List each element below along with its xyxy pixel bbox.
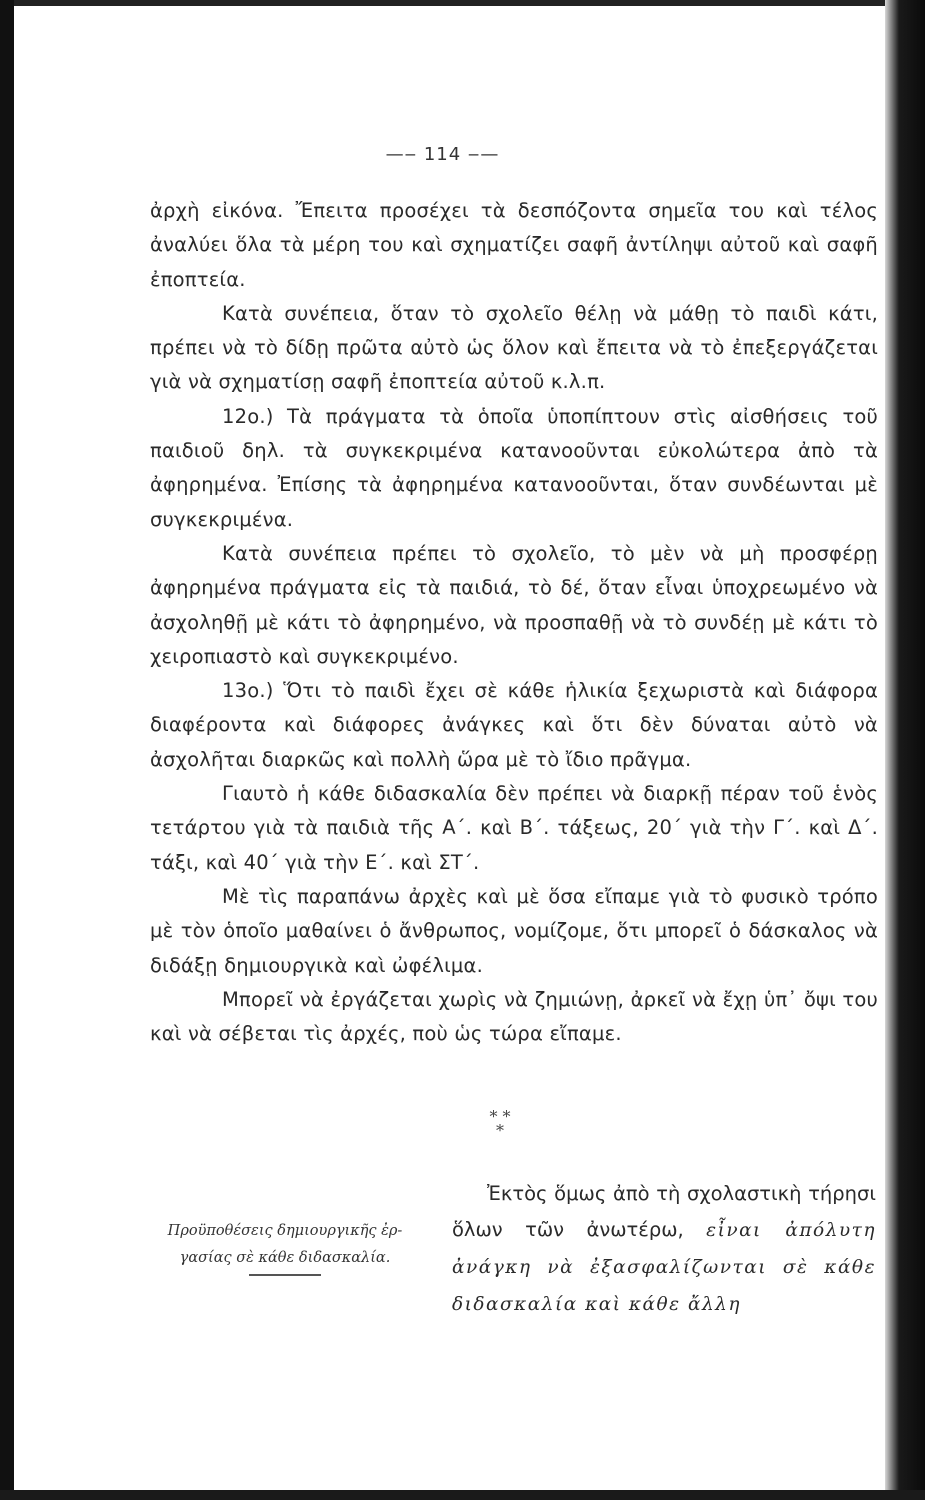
paragraph: Κατὰ συνέπεια πρέπει τὸ σχολεῖο, τὸ μὲν νὰ μὴ προσφέρῃ ἀφηρημένα πράγματα εἰς τὰ παιδιά, τὸ δέ, ὅταν εἶναι ὑποχρεωμένο νὰ ἀσχοληθῇ μὲ κάτι τὸ ἀφηρημένο, νὰ προσπαθῇ νὰ τὸ συνδέῃ μὲ κάτι τὸ χειροπιαστὸ καὶ συγκεκριμένο. bbox=[150, 541, 878, 668]
margin-note-rule bbox=[249, 1274, 321, 1276]
final-paragraph-text: Ἐκτὸς ὅμως ἀπὸ τὴ σχολαστικὴ τήρησι ὅλων τῶν ἀνωτέρω, bbox=[452, 1182, 876, 1241]
scan-border-left bbox=[0, 0, 14, 1500]
page-number: —‒ 114 ‒— bbox=[385, 144, 500, 165]
paragraph: Μὲ τὶς παραπάνω ἀρχὲς καὶ μὲ ὅσα εἴπαμε γιὰ τὸ φυσικὸ τρόπο μὲ τὸν ὁποῖο μαθαίνει ὁ ἄνθρωπος, νομίζομε, ὅτι μπορεῖ ὁ δάσκαλος νὰ διδάξῃ δημιουργικὰ καὶ ὠφέλιμα. bbox=[150, 884, 878, 977]
main-text bbox=[150, 194, 878, 1051]
scan-border-top bbox=[0, 0, 925, 6]
margin-note bbox=[135, 1218, 435, 1276]
paragraph-principle-13: 13ο.) Ὅτι τὸ παιδὶ ἔχει σὲ κάθε ἡλικία ξεχωριστὰ καὶ διάφορα διαφέροντα καὶ διάφορες ἀνάγκες καὶ ὅτι δὲν δύναται αὐτὸ νὰ ἀσχολῆται διαρκῶς καὶ πολλὴ ὥρα μὲ τὸ ἴδιο πρᾶγμα. bbox=[150, 679, 878, 771]
final-paragraph-emphasis: εἶναι ἀπόλυτη ἀνάγκη νὰ ἐξασφαλίζωνται σὲ κάθε διδασκαλία καὶ κάθε ἄλλη bbox=[452, 1220, 876, 1315]
scan-border-bottom bbox=[0, 1490, 925, 1500]
paragraph-principle-12: 12ο.) Τὰ πράγματα τὰ ὁποῖα ὑποπίπτουν στὶς αἰσθήσεις τοῦ παιδιοῦ δηλ. τὰ συγκεκριμένα κατανοοῦνται εὐκολώτερα ἀπὸ τὰ ἀφηρημένα. Ἐπίσης τὰ ἀφηρημένα κατανοοῦνται, ὅταν συνδέωνται μὲ συγκεκριμένα. bbox=[150, 404, 878, 531]
paragraph: Γιαυτὸ ἡ κάθε διδασκαλία δὲν πρέπει νὰ διαρκῇ πέραν τοῦ ἑνὸς τετάρτου γιὰ τὰ παιδιὰ τῆς Α΄. καὶ Β΄. τάξεως, 20΄ γιὰ τὴν Γ΄. καὶ Δ΄. τάξι, καὶ 40΄ γιὰ τὴν Ε΄. καὶ ΣΤ΄. bbox=[150, 782, 878, 874]
paragraph: Κατὰ συνέπεια, ὅταν τὸ σχολεῖο θέλῃ νὰ μάθῃ τὸ παιδὶ κάτι, πρέπει νὰ τὸ δίδῃ πρῶτα αὐτὸ ὡς ὅλον καὶ ἔπειτα νὰ τὸ ἐπεξεργάζεται γιὰ νὰ σχηματίσῃ σαφῆ ἐποπτεία αὐτοῦ κ.λ.π. bbox=[150, 301, 878, 394]
final-paragraph bbox=[452, 1176, 876, 1323]
paragraph-continuation: ἀρχὴ εἰκόνα. Ἔπειτα προσέχει τὰ δεσπόζοντα σημεῖα του καὶ τέλος ἀναλύει ὅλα τὰ μέρη του καὶ σχηματίζει σαφῆ ἀντίληψι αὐτοῦ καὶ σαφῆ ἐποπτεία. bbox=[150, 199, 878, 291]
scan-border-right bbox=[885, 0, 925, 1500]
section-asterism: * * * bbox=[489, 1107, 511, 1140]
margin-note-line-2: γασίας σὲ κάθε διδασκαλία. bbox=[179, 1250, 391, 1266]
paragraph: Μπορεῖ νὰ ἐργάζεται χωρὶς νὰ ζημιώνῃ, ἀρκεῖ νὰ ἔχῃ ὑπ᾽ ὄψι του καὶ νὰ σέβεται τὶς ἀρχές, ποὺ ὡς τώρα εἴπαμε. bbox=[150, 987, 878, 1046]
margin-note-line-1: Προϋποθέσεις δημιουργικῆς ἐρ- bbox=[167, 1223, 403, 1239]
